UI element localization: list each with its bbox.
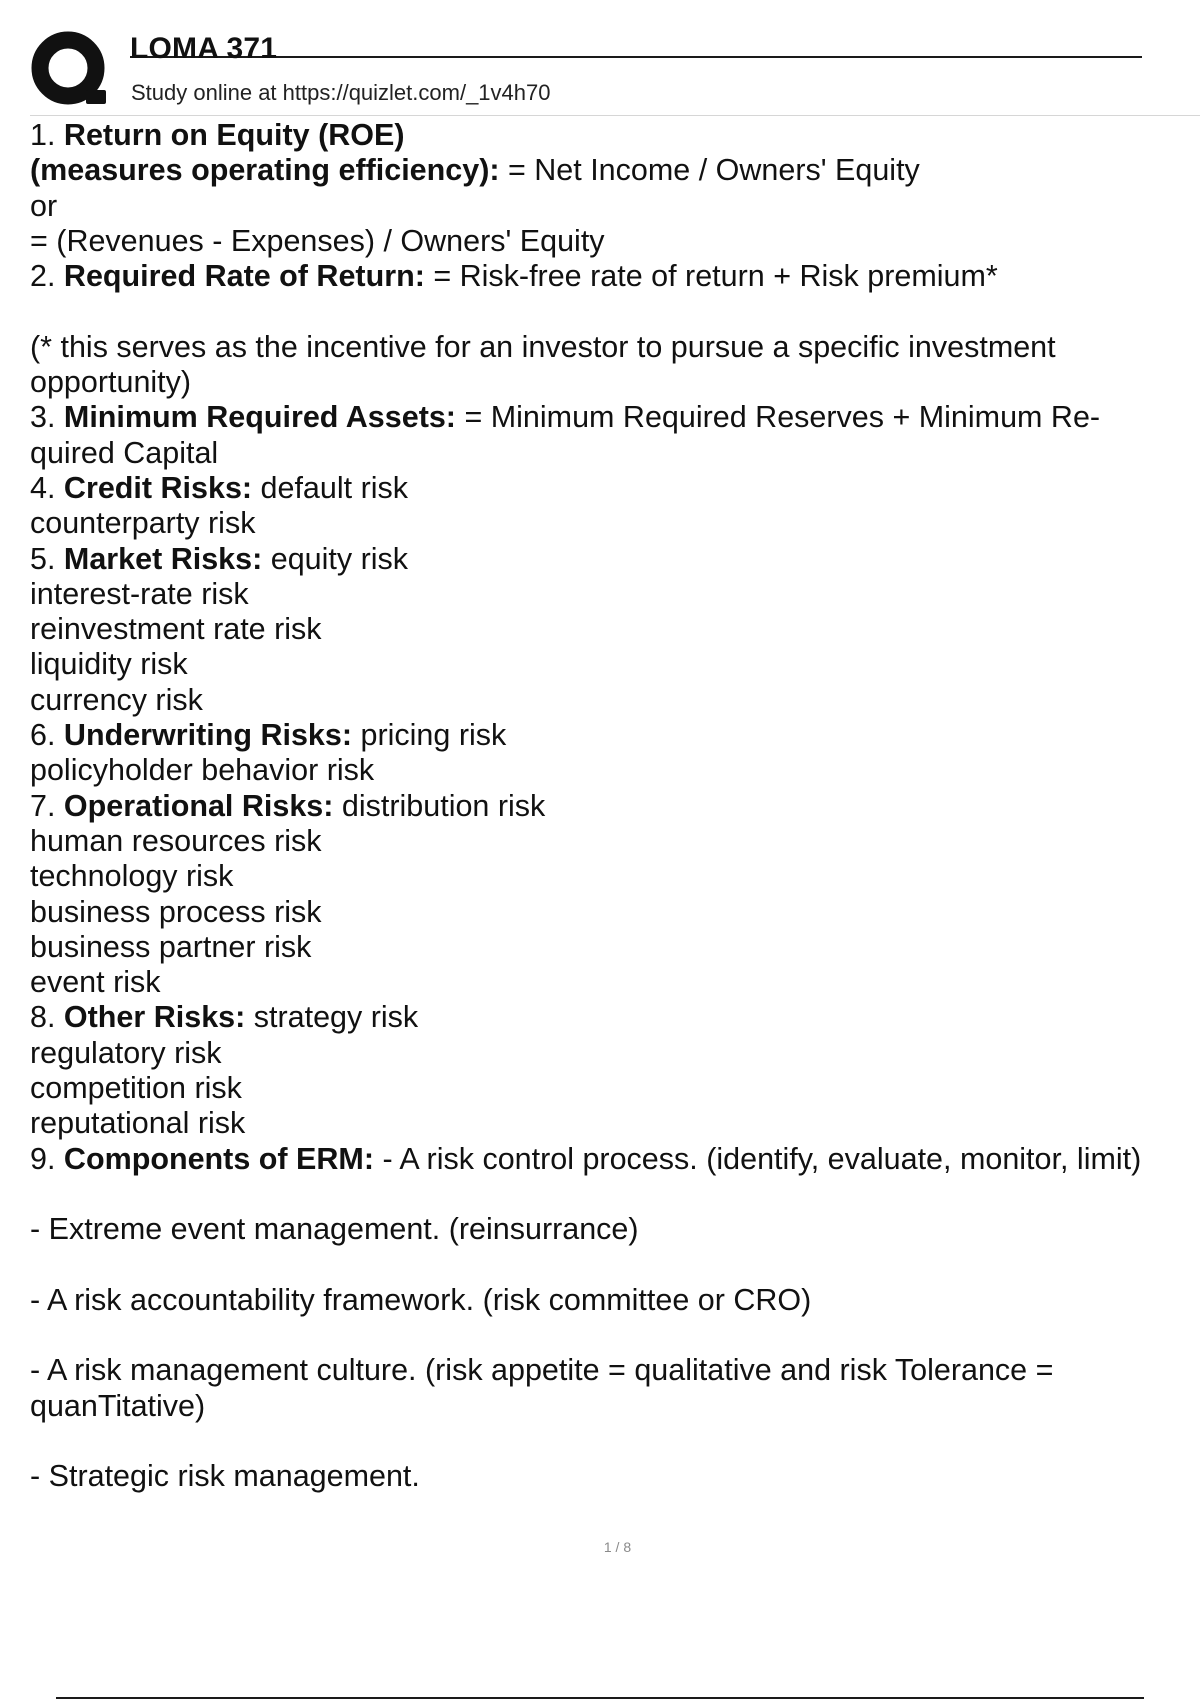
header-divider — [30, 115, 1200, 116]
list-item — [30, 718, 1195, 753]
list-item — [30, 471, 1195, 506]
item-term: Operational Risks: — [63, 788, 334, 823]
item-detail: (* this serves as the incentive for an investor to pursue a specific investment — [30, 329, 1056, 364]
quizlet-logo-icon — [30, 30, 112, 112]
item-detail: quanTitative) — [30, 1388, 206, 1423]
item-term: Minimum Required Assets: — [63, 400, 456, 435]
item-definition: = Risk-free rate of return + Risk premium* — [424, 259, 998, 294]
item-detail: = (Revenues - Expenses) / Owners' Equity — [30, 223, 605, 258]
item-detail: - A risk accountability framework. (risk committee or CRO) — [30, 1282, 812, 1317]
item-detail: human resources risk — [30, 823, 322, 858]
blank-line — [30, 1248, 1195, 1283]
item-detail: - Extreme event management. (reinsurrance) — [30, 1212, 639, 1247]
list-item — [30, 542, 1195, 577]
item-detail: business partner risk — [30, 929, 312, 964]
blank-line — [30, 1177, 1195, 1212]
document-subtitle: Study online at https://quizlet.com/_1v4h70 — [131, 80, 551, 105]
item-number: 6. — [30, 718, 56, 753]
item-detail: liquidity risk — [30, 647, 188, 682]
item-term-continued: (measures operating efficiency): — [30, 153, 500, 188]
item-detail: quired Capital — [30, 435, 219, 470]
item-definition: pricing risk — [352, 718, 507, 753]
item-term: Credit Risks: — [63, 470, 253, 505]
title-strike-rule — [130, 56, 1142, 58]
item-detail: - A risk management culture. (risk appetite = qualitative and risk Tolerance = — [30, 1353, 1054, 1388]
item-detail: currency risk — [30, 682, 203, 717]
page-header — [0, 0, 1200, 118]
item-detail: interest-rate risk — [30, 576, 249, 611]
item-term: Return on Equity (ROE) — [63, 118, 405, 152]
item-term: Market Risks: — [63, 541, 263, 576]
item-term: Required Rate of Return: — [63, 259, 425, 294]
item-number: 3. — [30, 400, 56, 435]
list-item — [30, 400, 1195, 435]
item-definition: = Net Income / Owners' Equity — [499, 153, 920, 188]
item-detail: counterparty risk — [30, 506, 256, 541]
page-indicator: 1 / 8 — [603, 1539, 632, 1555]
list-item — [30, 259, 1195, 294]
item-detail: event risk — [30, 965, 161, 1000]
item-number: 1. — [30, 118, 56, 152]
item-detail: technology risk — [30, 859, 234, 894]
item-term: Other Risks: — [63, 1000, 246, 1035]
item-definition: distribution risk — [333, 788, 546, 823]
list-item — [30, 1142, 1195, 1177]
item-term: Underwriting Risks: — [63, 718, 353, 753]
item-detail: business process risk — [30, 894, 322, 929]
blank-line — [30, 294, 1195, 329]
list-item — [30, 1000, 1195, 1035]
item-detail: policyholder behavior risk — [30, 753, 375, 788]
item-definition: - A risk control process. (identify, evaluate, monitor, limit) — [373, 1141, 1142, 1176]
item-number: 9. — [30, 1141, 56, 1176]
item-number: 7. — [30, 788, 56, 823]
item-definition: strategy risk — [245, 1000, 419, 1035]
item-definition: default risk — [252, 470, 409, 505]
item-number: 5. — [30, 541, 56, 576]
item-number: 8. — [30, 1000, 56, 1035]
list-item-line — [30, 153, 1195, 188]
item-detail: reinvestment rate risk — [30, 612, 322, 647]
item-definition: equity risk — [262, 541, 409, 576]
flashcard-list — [30, 118, 1195, 1495]
item-number: 2. — [30, 259, 56, 294]
item-detail: - Strategic risk management. — [30, 1459, 420, 1494]
item-detail: reputational risk — [30, 1106, 246, 1141]
footer-divider — [56, 1697, 1144, 1699]
item-definition: = Minimum Required Reserves + Minimum Re- — [455, 400, 1101, 435]
item-detail: competition risk — [30, 1071, 242, 1106]
item-detail: opportunity) — [30, 365, 192, 400]
document-title: LOMA 371 — [130, 32, 278, 65]
list-item — [30, 789, 1195, 824]
item-term: Components of ERM: — [63, 1141, 374, 1176]
item-detail: regulatory risk — [30, 1035, 222, 1070]
item-number: 4. — [30, 470, 56, 505]
list-item — [30, 118, 1195, 153]
blank-line — [30, 1424, 1195, 1459]
item-detail: or — [30, 188, 58, 223]
blank-line — [30, 1318, 1195, 1353]
